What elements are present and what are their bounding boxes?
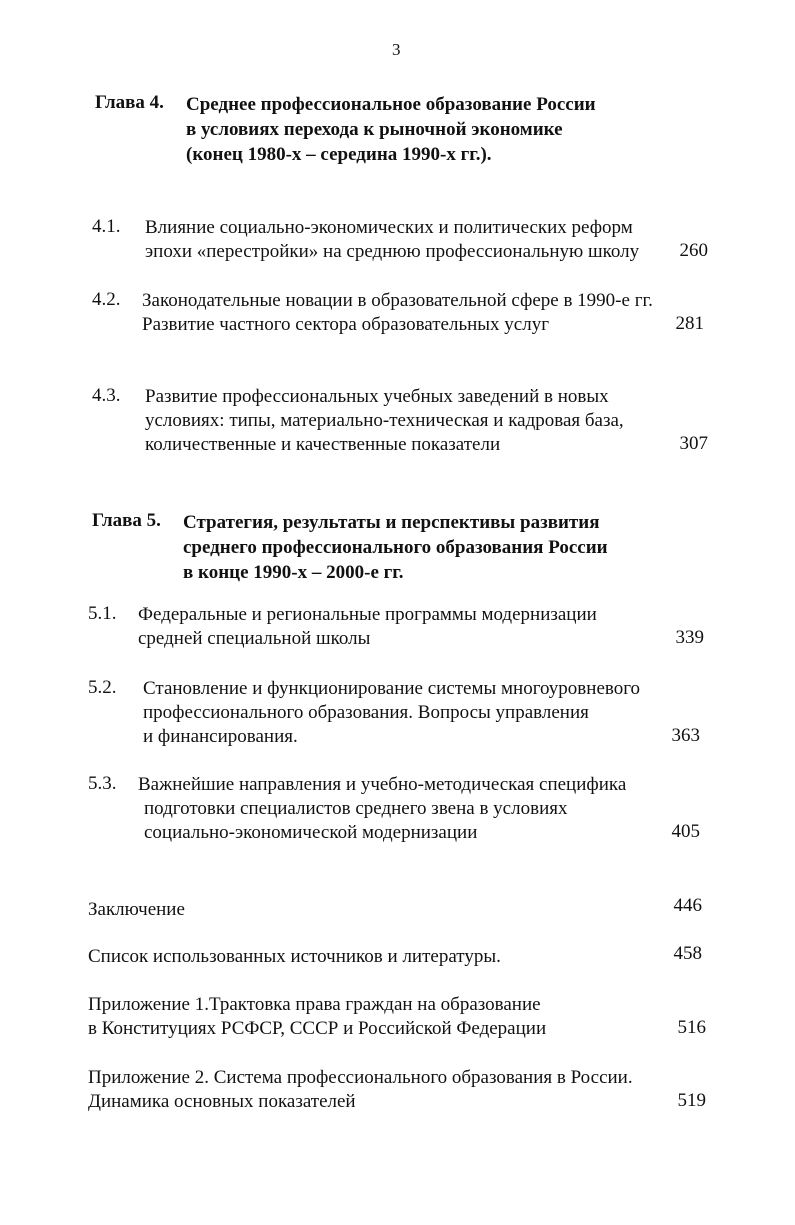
toc-entry-number: 5.3. (88, 773, 117, 794)
toc-entry-page: 260 (679, 240, 708, 261)
toc-entry-number: 4.1. (92, 216, 121, 237)
chapter-title-line: в условиях перехода к рыночной экономике (186, 119, 563, 140)
back-matter-line: Приложение 1.Трактовка права граждан на образование (88, 994, 541, 1015)
toc-entry-line: условиях: типы, материально-техническая и кадровая база, (145, 410, 624, 431)
back-matter-line: Список использованных источников и литературы. (88, 946, 501, 967)
toc-entry-title (138, 603, 597, 651)
back-matter-page: 446 (673, 895, 702, 916)
back-matter-title (88, 1066, 633, 1114)
toc-entry-line: Законодательные новации в образовательной сфере в 1990-е гг. (142, 290, 653, 311)
toc-entry-line: Важнейшие направления и учебно-методическая специфика (138, 774, 627, 795)
back-matter-line: Приложение 2. Система профессионального образования в России. (88, 1067, 633, 1088)
toc-entry-line: Развитие частного сектора образовательных услуг (142, 314, 550, 335)
toc-entry-line: эпохи «перестройки» на среднюю профессиональную школу (145, 241, 640, 262)
toc-entry-page: 363 (671, 725, 700, 746)
toc-entry-number: 4.3. (92, 385, 121, 406)
back-matter-line: Заключение (88, 899, 185, 920)
chapter-title-line: Среднее профессиональное образование России (186, 94, 596, 115)
back-matter-line: в Конституциях РСФСР, СССР и Российской Федерации (88, 1018, 547, 1039)
chapter-4-label: Глава 4. (95, 92, 164, 113)
toc-entry-title (142, 289, 653, 337)
toc-entry-page: 281 (675, 313, 704, 334)
toc-entry-number: 4.2. (92, 289, 121, 310)
toc-entry-number: 5.1. (88, 603, 117, 624)
toc-entry-line: профессионального образования. Вопросы управления (143, 702, 589, 723)
toc-entry-title (145, 385, 624, 457)
toc-entry-line: подготовки специалистов среднего звена в условиях (144, 798, 568, 819)
toc-entry-page: 405 (671, 821, 700, 842)
toc-entry-title (145, 216, 639, 264)
back-matter-title (88, 945, 501, 969)
chapter-5-label: Глава 5. (92, 510, 161, 531)
toc-entry-page: 339 (675, 627, 704, 648)
toc-entry-number: 5.2. (88, 677, 117, 698)
chapter-title-line: (конец 1980-х – середина 1990-х гг.). (186, 144, 492, 165)
chapter-title-line: среднего профессионального образования России (183, 537, 608, 558)
chapter-4-title (186, 92, 596, 167)
toc-entry-line: Влияние социально-экономических и политических реформ (145, 217, 633, 238)
back-matter-line: Динамика основных показателей (88, 1091, 356, 1112)
toc-entry-line: средней специальной школы (138, 628, 371, 649)
back-matter-title (88, 898, 185, 922)
chapter-5-title (183, 510, 608, 585)
toc-entry-line: Развитие профессиональных учебных заведений в новых (145, 386, 609, 407)
back-matter-page: 458 (673, 943, 702, 964)
page-number: 3 (392, 40, 401, 59)
toc-entry-line: количественные и качественные показатели (145, 434, 501, 455)
back-matter-title (88, 993, 546, 1041)
toc-entry-line: Становление и функционирование системы многоуровневого (143, 678, 641, 699)
chapter-title-line: Стратегия, результаты и перспективы развития (183, 512, 600, 533)
back-matter-page: 519 (677, 1090, 706, 1111)
toc-entry-line: и финансирования. (143, 726, 298, 747)
toc-entry-line: Федеральные и региональные программы модернизации (138, 604, 597, 625)
back-matter-page: 516 (677, 1017, 706, 1038)
toc-entry-title (143, 677, 640, 749)
chapter-title-line: в конце 1990-х – 2000-е гг. (183, 562, 404, 583)
toc-entry-title (138, 773, 626, 845)
toc-entry-page: 307 (679, 433, 708, 454)
toc-entry-line: социально-экономической модернизации (144, 822, 478, 843)
